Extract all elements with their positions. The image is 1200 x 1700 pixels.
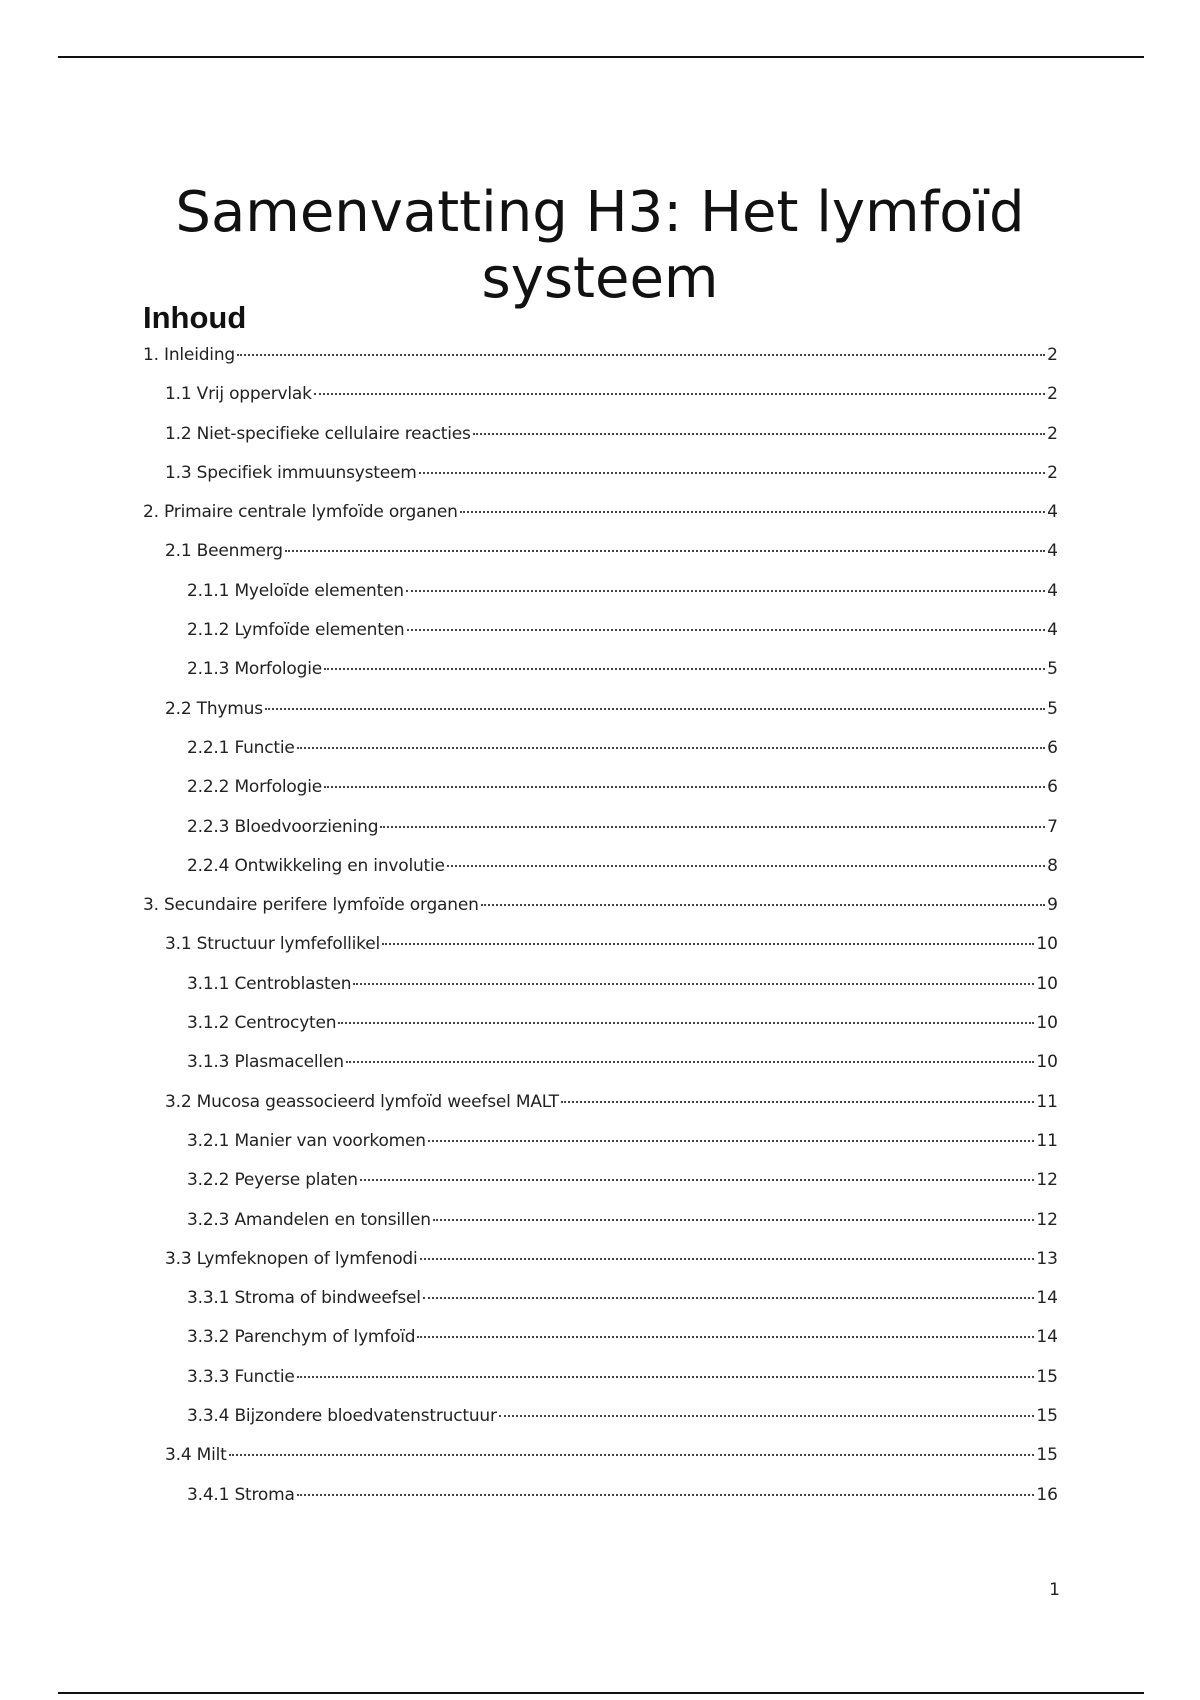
toc-entry-page: 4 [1047, 541, 1058, 562]
toc-entry-label: 2.1.2 Lymfoïde elementen [187, 620, 405, 641]
toc-entry[interactable] [143, 856, 1058, 895]
toc-dot-leader [382, 943, 1034, 945]
toc-entry[interactable] [143, 1406, 1058, 1445]
toc-entry-label: 3.1.3 Plasmacellen [187, 1052, 344, 1073]
document-title-line-1: Samenvatting H3: Het lymfoïd [175, 179, 1025, 245]
toc-entry-label: 2.1.1 Myeloïde elementen [187, 580, 404, 601]
toc-entry-page: 6 [1047, 737, 1058, 758]
document-title [0, 180, 1200, 312]
toc-entry-label: 3.2.3 Amandelen en tonsillen [187, 1209, 431, 1230]
toc-entry[interactable] [143, 1013, 1058, 1052]
toc-entry-label: 3.3.1 Stroma of bindweefsel [187, 1288, 421, 1309]
toc-entry-label: 3.4 Milt [165, 1445, 227, 1466]
toc-entry-page: 2 [1047, 384, 1058, 405]
toc-dot-leader [324, 786, 1045, 788]
toc-dot-leader [346, 1061, 1035, 1063]
page-number: 1 [1049, 1580, 1060, 1600]
toc-entry-label: 1.1 Vrij oppervlak [165, 384, 312, 405]
toc-entry[interactable] [143, 934, 1058, 973]
toc-entry-page: 14 [1036, 1327, 1058, 1348]
toc-entry[interactable] [143, 1445, 1058, 1484]
toc-entry-label: 1.2 Niet-specifieke cellulaire reacties [165, 423, 471, 444]
toc-entry[interactable] [143, 384, 1058, 423]
toc-heading: Inhoud [143, 300, 247, 335]
toc-dot-leader [561, 1101, 1034, 1103]
toc-entry-label: 3.3.3 Functie [187, 1366, 295, 1387]
toc-dot-leader [406, 590, 1045, 592]
toc-entry-page: 2 [1047, 345, 1058, 365]
toc-entry-label: 1. Inleiding [143, 345, 235, 365]
toc-entry-page: 7 [1047, 816, 1058, 837]
toc-dot-leader [420, 1258, 1035, 1260]
toc-entry-page: 12 [1036, 1170, 1058, 1191]
toc-entry[interactable] [143, 581, 1058, 620]
toc-entry-page: 2 [1047, 462, 1058, 483]
toc-entry-page: 4 [1047, 580, 1058, 601]
toc-entry[interactable] [143, 817, 1058, 856]
toc-dot-leader [481, 904, 1045, 906]
toc-entry-label: 3.3.2 Parenchym of lymfoïd [187, 1327, 416, 1348]
toc-entry[interactable] [143, 1170, 1058, 1209]
toc-entry[interactable] [143, 1131, 1058, 1170]
toc-dot-leader [423, 1297, 1035, 1299]
toc-entry[interactable] [143, 699, 1058, 738]
toc-entry-label: 3.4.1 Stroma [187, 1484, 295, 1505]
toc-entry-page: 11 [1036, 1091, 1058, 1112]
toc-entry[interactable] [143, 620, 1058, 659]
toc-dot-leader [473, 433, 1045, 435]
toc-entry-label: 3. Secundaire perifere lymfoïde organen [143, 895, 479, 916]
toc-dot-leader [314, 393, 1045, 395]
toc-entry-label: 2.2.1 Functie [187, 737, 295, 758]
toc-entry[interactable] [143, 1210, 1058, 1249]
toc-dot-leader [285, 550, 1045, 552]
toc-dot-leader [428, 1140, 1035, 1142]
toc-entry-page: 16 [1036, 1484, 1058, 1505]
toc-entry-page: 10 [1036, 973, 1058, 994]
toc-entry[interactable] [143, 345, 1058, 384]
toc-entry-page: 10 [1036, 934, 1058, 955]
toc-entry[interactable] [143, 1485, 1058, 1524]
toc-entry-page: 10 [1036, 1052, 1058, 1073]
toc-dot-leader [353, 983, 1034, 985]
toc-dot-leader [447, 865, 1045, 867]
toc-entry-page: 13 [1036, 1248, 1058, 1269]
toc-entry-page: 8 [1047, 855, 1058, 876]
toc-entry[interactable] [143, 895, 1058, 934]
toc-entry-page: 12 [1036, 1209, 1058, 1230]
toc-dot-leader [419, 472, 1046, 474]
toc-entry-label: 3.3 Lymfeknopen of lymfenodi [165, 1248, 418, 1269]
toc-entry[interactable] [143, 502, 1058, 541]
toc-entry[interactable] [143, 974, 1058, 1013]
toc-entry[interactable] [143, 1327, 1058, 1366]
toc-entry-label: 2.2.4 Ontwikkeling en involutie [187, 855, 445, 876]
table-of-contents [143, 345, 1058, 1524]
toc-entry-label: 3.2.2 Peyerse platen [187, 1170, 358, 1191]
toc-dot-leader [297, 1376, 1035, 1378]
toc-entry-label: 3.1 Structuur lymfefollikel [165, 934, 380, 955]
footer-rule [58, 1692, 1144, 1694]
toc-entry[interactable] [143, 738, 1058, 777]
toc-entry[interactable] [143, 424, 1058, 463]
toc-entry-label: 3.2.1 Manier van voorkomen [187, 1130, 426, 1151]
toc-dot-leader [237, 354, 1045, 356]
toc-dot-leader [499, 1415, 1035, 1417]
toc-entry[interactable] [143, 541, 1058, 580]
toc-entry-page: 4 [1047, 620, 1058, 641]
toc-dot-leader [417, 1336, 1034, 1338]
toc-entry-label: 2. Primaire centrale lymfoïde organen [143, 502, 458, 523]
toc-entry-page: 9 [1047, 895, 1058, 916]
toc-dot-leader [338, 1022, 1034, 1024]
toc-dot-leader [265, 708, 1045, 710]
toc-entry-label: 2.2.2 Morfologie [187, 777, 322, 798]
toc-entry-label: 1.3 Specifiek immuunsysteem [165, 462, 417, 483]
toc-entry-page: 15 [1036, 1366, 1058, 1387]
toc-dot-leader [229, 1454, 1035, 1456]
toc-entry-page: 14 [1036, 1288, 1058, 1309]
toc-dot-leader [433, 1219, 1035, 1221]
toc-entry-page: 11 [1036, 1130, 1058, 1151]
toc-entry-page: 6 [1047, 777, 1058, 798]
toc-entry[interactable] [143, 1288, 1058, 1327]
toc-dot-leader [360, 1179, 1035, 1181]
toc-entry-page: 15 [1036, 1406, 1058, 1427]
toc-entry-label: 2.2 Thymus [165, 698, 263, 719]
toc-dot-leader [407, 629, 1046, 631]
toc-dot-leader [324, 668, 1045, 670]
toc-dot-leader [297, 747, 1046, 749]
toc-entry-label: 2.1 Beenmerg [165, 541, 283, 562]
toc-entry-page: 5 [1047, 659, 1058, 680]
toc-entry-label: 2.2.3 Bloedvoorziening [187, 816, 379, 837]
toc-entry[interactable] [143, 1367, 1058, 1406]
toc-entry-page: 4 [1047, 502, 1058, 523]
toc-entry[interactable] [143, 1092, 1058, 1131]
toc-entry-page: 15 [1036, 1445, 1058, 1466]
toc-entry[interactable] [143, 659, 1058, 698]
toc-dot-leader [460, 511, 1045, 513]
toc-entry[interactable] [143, 1249, 1058, 1288]
toc-entry[interactable] [143, 777, 1058, 816]
toc-entry[interactable] [143, 1052, 1058, 1091]
toc-entry-label: 2.1.3 Morfologie [187, 659, 322, 680]
toc-entry-label: 3.1.1 Centroblasten [187, 973, 352, 994]
toc-entry-page: 10 [1036, 1013, 1058, 1034]
toc-entry[interactable] [143, 463, 1058, 502]
toc-entry-label: 3.2 Mucosa geassocieerd lymfoïd weefsel MALT [165, 1091, 559, 1112]
toc-entry-page: 2 [1047, 423, 1058, 444]
toc-entry-label: 3.3.4 Bijzondere bloedvatenstructuur [187, 1406, 497, 1427]
toc-dot-leader [380, 826, 1045, 828]
header-rule [58, 56, 1144, 58]
toc-entry-page: 5 [1047, 698, 1058, 719]
toc-dot-leader [297, 1494, 1035, 1496]
document-title-line-2: systeem [481, 245, 719, 311]
toc-entry-label: 3.1.2 Centrocyten [187, 1013, 337, 1034]
